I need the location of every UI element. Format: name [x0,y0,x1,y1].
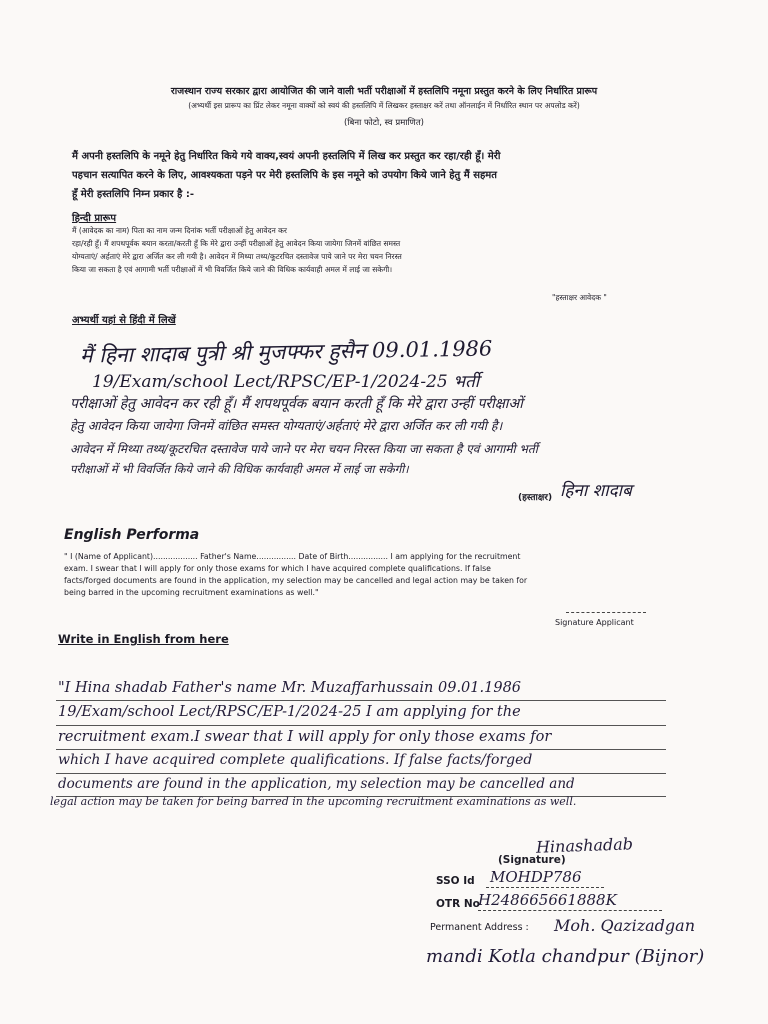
otr-no-line [478,910,662,911]
signature-applicant-label: Signature Applicant [555,618,634,627]
writing-rule [56,725,666,726]
english-write-heading: Write in English from here [58,632,229,646]
hindi-handwriting-line-5: आवेदन में मिथ्या तथ्य/कूटरचित दस्तावेज पाये जाने पर मेरा चयन निरस्त किया जा सकता है एवं आगामी भर्ती [70,442,538,456]
otr-no-label: OTR No [436,898,480,910]
english-handwriting-line-6: legal action may be taken for being barred in the upcoming recruitment examinations as well. [50,795,577,808]
sso-id-value: MOHDP786 [490,868,582,886]
signature-line [566,612,646,613]
writing-rule [56,773,666,774]
english-handwriting-line-1: "I Hina shadab Father's name Mr. Muzaffarhussain 09.01.1986 [58,680,522,696]
hindi-handwriting-line-4: हेतु आवेदन किया जायेगा जिनमें वांछित समस्त योग्यताएं/अर्हताएं मेरे द्वारा अर्जित कर ली गयी है। [70,418,503,433]
hindi-handwritten-signature: हिना शादाब [560,481,632,501]
english-performa-heading: English Performa [64,527,200,543]
hindi-proforma-line-3: योग्यताएं/ अर्हताएं मेरे द्वारा अर्जित कर ली गयी है। आवेदन में मिथ्या तथ्य/कूटरचित दस्तावेज पाये जाने पर मेरा चयन निरस्त [72,252,402,261]
sso-id-label: SSO Id [436,875,475,887]
signature-label: (Signature) [498,854,566,866]
english-performa-line-2: exam. I swear that I will apply for only those exams for which I have acquired complete qualifications. If false [64,564,491,573]
declaration-line-3: हूँ मेरी हस्तलिपि निम्न प्रकार है :- [72,189,194,200]
english-performa-line-1: " I (Name of Applicant).................. Father's Name................ Date of Birth................ I am applying for the recruitment [64,552,521,561]
declaration-line-1: मैं अपनी हस्तलिपि के नमूने हेतु निर्धारित किये गये वाक्य,स्वयं अपनी हस्तलिपि में लिख कर प्रस्तुत कर रहा/रही हूँ। मेरी [72,151,501,162]
english-handwritten-signature: Hinashadab [535,834,634,857]
header-title: राजस्थान राज्य सरकार द्वारा आयोजित की जाने वाली भर्ती परीक्षाओं में हस्तलिपि नमूना प्रस्तुत करने के लिए निर्धारित प्रारूप [170,86,598,97]
permanent-address-label: Permanent Address : [430,922,529,933]
hindi-proforma-line-2: रहा/रही हूँ। मैं शपथपूर्वक बयान करता/करती हूँ कि मेरे द्वारा उन्हीं परीक्षाओं हेतु आवेदन किया जायेगा जिनमें वांछित समस्त [72,239,401,248]
declaration-line-2: पहचान सत्यापित करने के लिए, आवश्यकता पड़ने पर मेरी हस्तलिपि के इस नमूने को उपयोग किये जाने हेतु मैं सहमत [72,170,497,181]
hindi-signature-caption: (हस्ताक्षर) [518,493,553,503]
english-handwriting-line-5: documents are found in the application, my selection may be cancelled and [58,776,575,792]
english-handwriting-line-4: which I have acquired complete qualifications. If false facts/forged [58,752,533,768]
english-performa-line-4: being barred in the upcoming recruitment examinations as well." [64,588,319,597]
hindi-handwriting-line-1: मैं हिना शादाब पुत्री श्री मुजफ्फर हुसैन 09.01.1986 [79,336,493,368]
hindi-handwriting-line-6: परीक्षाओं में भी विवर्जित किये जाने की विधिक कार्यवाही अमल में लाई जा सकेगी। [70,462,409,476]
otr-no-value: H248665661888K [478,891,617,909]
hindi-signature-label: "हस्ताक्षर आवेदक " [552,293,607,302]
hindi-proforma-line-4: किया जा सकता है एवं आगामी भर्ती परीक्षाओं में भी विवर्जित किये जाने की विधिक कार्यवाही अमल में लाई जा सकेगी। [72,265,393,274]
hindi-handwriting-line-2: 19/Exam/school Lect/RPSC/EP-1/2024-25 भर्ती [92,372,480,392]
english-handwriting-line-3: recruitment exam.I swear that I will apply for only those exams for [58,729,552,745]
hindi-handwriting-line-3: परीक्षाओं हेतु आवेदन कर रही हूँ। मैं शपथपूर्वक बयान करती हूँ कि मेरे द्वारा उन्हीं परीक्षाओं [70,396,523,412]
hindi-proforma-line-1: मैं (आवेदक का नाम) पिता का नाम जन्म दिनांक भर्ती परीक्षाओं हेतु आवेदन कर [72,226,287,235]
address-line-2: mandi Kotla chandpur (Bijnor) [426,946,705,967]
sso-id-line [486,887,604,888]
english-performa-line-3: facts/forged documents are found in the application, my selection may be cancelled and legal action may be taken for [64,576,528,585]
address-line-1: Moh. Qazizadgan [554,916,695,935]
hindi-write-heading: अभ्यर्थी यहां से हिंदी में लिखें [72,315,176,326]
writing-rule [56,700,666,701]
header-instruction: (अभ्यर्थी इस प्रारूप का प्रिंट लेकर नमूना वाक्यों को स्वयं की हस्तलिपि में लिखकर हस्ताक्षर करें तथा ऑनलाईन में निर्धारित स्थान पर अपलोड करें) [188,101,580,110]
english-handwriting-line-2: 19/Exam/school Lect/RPSC/EP-1/2024-25 I am applying for the [58,704,521,720]
writing-rule [56,749,666,750]
hindi-proforma-heading: हिन्दी प्रारूप [72,213,117,224]
header-note: (बिना फोटो, स्व प्रमाणित) [343,118,424,128]
